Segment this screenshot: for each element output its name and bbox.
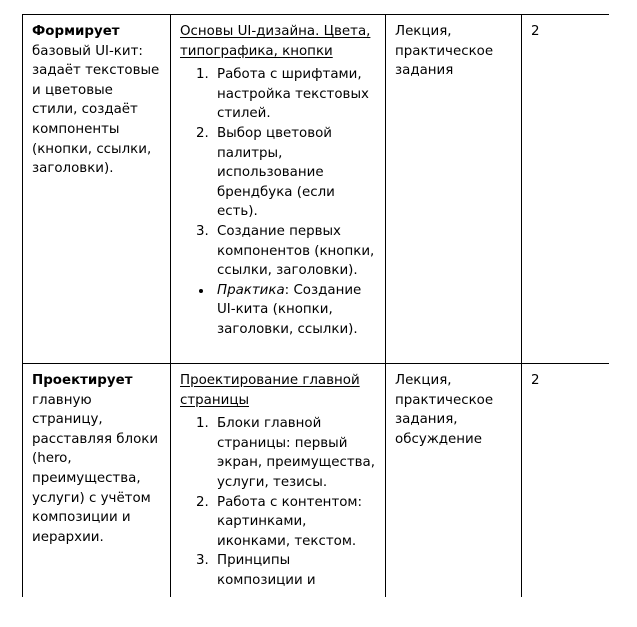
hours-value: 2 xyxy=(531,373,540,388)
format-text: Лекция, практическое задания, обсуждение xyxy=(395,373,494,447)
topic-steps-list xyxy=(180,65,377,281)
topic-steps-list xyxy=(180,414,377,590)
outcome-text xyxy=(32,371,162,547)
cell-learning-outcome xyxy=(23,364,171,598)
cell-topic xyxy=(171,364,386,598)
cell-learning-outcome xyxy=(23,15,171,364)
practice-text: Создание UI-кита (кнопки, заголовки, ссылки). xyxy=(217,282,362,337)
table-row xyxy=(23,15,610,364)
list-item: 1. Работа с шрифтами, настройка текстовых стилей. xyxy=(213,65,377,124)
cell-hours xyxy=(522,364,610,598)
cell-topic xyxy=(171,15,386,364)
cell-hours xyxy=(522,15,610,364)
list-item: 3. Создание первых компонентов (кнопки, ссылки, заголовки). xyxy=(213,222,377,281)
table-viewport xyxy=(22,14,609,597)
list-item: 1. Блоки главной страницы: первый экран, преимущества, услуги, тезисы. xyxy=(213,414,377,492)
list-item: 2. Выбор цветовой палитры, использование брендбука (если есть). xyxy=(213,124,377,222)
topic-title: Проектирование главной страницы xyxy=(180,373,360,408)
curriculum-table xyxy=(22,14,609,597)
topic-title: Основы UI-дизайна. Цвета, типографика, кнопки xyxy=(180,24,371,59)
outcome-lead: Формирует xyxy=(32,24,120,39)
outcome-lead: Проектирует xyxy=(32,373,133,388)
practice-label: Практика xyxy=(217,282,285,298)
list-item: 2. Работа с контентом: картинками, иконками, текстом. xyxy=(213,493,377,552)
list-item: 3. Принципы композиции и xyxy=(213,551,377,590)
practice-separator: : xyxy=(284,282,294,298)
cell-format xyxy=(386,364,522,598)
list-item xyxy=(213,281,377,340)
hours-value: 2 xyxy=(531,24,540,39)
table-row xyxy=(23,364,610,598)
cell-format xyxy=(386,15,522,364)
outcome-rest: главную страницу, расставляя блоки (hero, преимущества, услуги) с учётом композиции и иерархии. xyxy=(32,392,159,545)
topic-practice-list xyxy=(180,281,377,340)
format-text: Лекция, практическое задания xyxy=(395,24,494,79)
outcome-text xyxy=(32,22,162,179)
outcome-rest: базовый UI-кит: задаёт текстовые и цветовые стили, создаёт компоненты (кнопки, ссылки, заголовки). xyxy=(32,43,160,177)
